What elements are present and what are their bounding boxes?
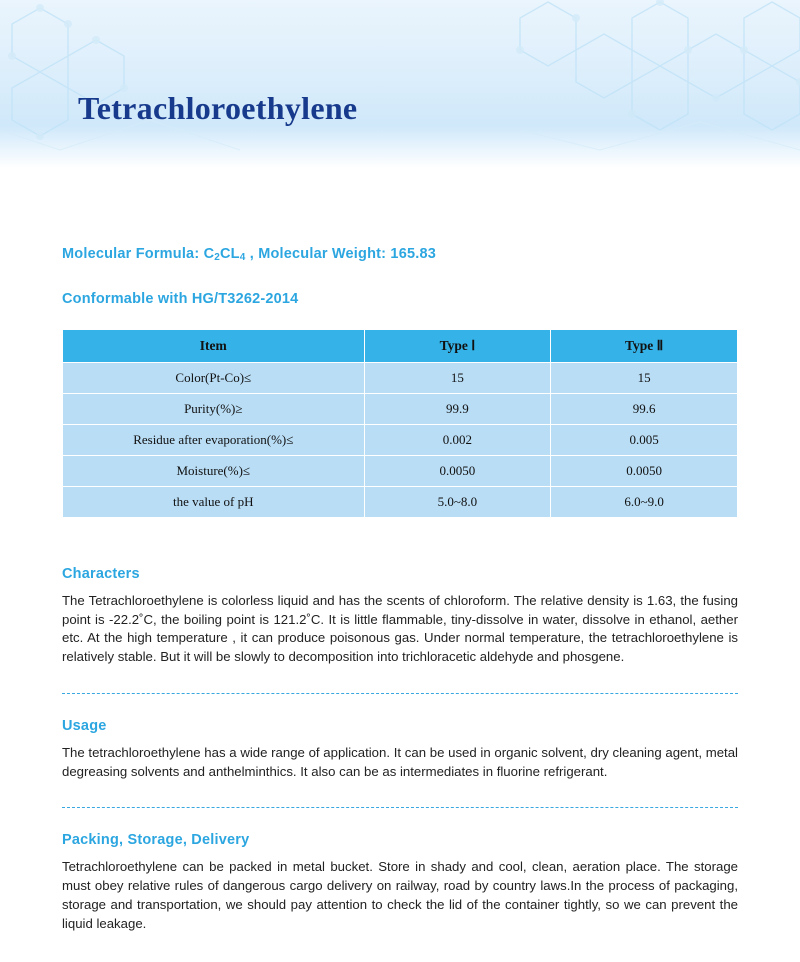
table-header-cell: Type Ⅰ [364, 330, 551, 363]
formula-sub-2: 4 [239, 252, 246, 263]
formula-suffix: , Molecular Weight: 165.83 [245, 246, 436, 262]
table-cell: 99.6 [551, 394, 738, 425]
table-cell: 99.9 [364, 394, 551, 425]
section-body: Tetrachloroethylene can be packed in metal bucket. Store in shady and cool, clean, aeration place. The storage must obey relative rules of dangerous cargo delivery on railway, road by country laws.In the process of packaging, storage and transportation, we should pay attention to check the lid of the container tightly, so we can prevent the liquid leakage. [62, 859, 738, 931]
table-cell: 0.005 [551, 425, 738, 456]
table-cell: 15 [551, 363, 738, 394]
table-cell: 0.0050 [364, 456, 551, 487]
table-cell: 0.002 [364, 425, 551, 456]
section-packing [62, 832, 738, 933]
section-title: Packing, Storage, Delivery [62, 832, 250, 849]
table-cell: 5.0~8.0 [364, 487, 551, 518]
hexagon-pattern-icon [0, 0, 800, 168]
table-row [63, 425, 738, 456]
section-title: Characters [62, 566, 140, 582]
section-body: The tetrachloroethylene has a wide range of application. It can be used in organic solvent, dry cleaning agent, metal degreasing solvents and anthelminthics. It also can be as intermediates in fluorine refrigerant. [62, 744, 738, 779]
table-row [63, 456, 738, 487]
page-title: Tetrachloroethylene [78, 90, 358, 126]
molecular-formula-line [62, 246, 738, 263]
table-cell: 6.0~9.0 [551, 487, 738, 518]
section-divider [62, 807, 738, 808]
section-characters [62, 566, 738, 667]
formula-mid: CL [220, 246, 240, 262]
table-cell: Residue after evaporation(%)≤ [63, 425, 365, 456]
table-cell: 0.0050 [551, 456, 738, 487]
document-content [0, 246, 800, 933]
table-header-cell: Item [63, 330, 365, 363]
table-row [63, 487, 738, 518]
table-cell: 15 [364, 363, 551, 394]
table-row [63, 363, 738, 394]
standard-line: Conformable with HG/T3262-2014 [62, 291, 299, 307]
formula-sub-1: 2 [214, 252, 221, 263]
section-divider [62, 693, 738, 694]
formula-prefix: Molecular Formula: C [62, 246, 215, 262]
table-cell: the value of pH [63, 487, 365, 518]
table-header-cell: Type Ⅱ [551, 330, 738, 363]
table-header-row [63, 330, 738, 363]
section-body: The Tetrachloroethylene is colorless liquid and has the scents of chloroform. The relative density is 1.63, the fusing point is -22.2˚C, the boiling point is 121.2˚C. It is little flammable, tiny-dissolve in water, dissolve in ethanol, aether etc. At the high temperature , it can produce poisonous gas. Under normal temperature, the tetrachloroethylene is relatively stable. But it will be slowly to decomposition into trichloracetic aldehyde and phosgene. [62, 593, 738, 665]
specification-table [62, 329, 738, 518]
table-cell: Color(Pt-Co)≤ [63, 363, 365, 394]
table-row [63, 394, 738, 425]
table-cell: Purity(%)≥ [63, 394, 365, 425]
section-usage [62, 718, 738, 781]
section-title: Usage [62, 717, 107, 734]
table-cell: Moisture(%)≤ [63, 456, 365, 487]
header-banner [0, 0, 800, 168]
